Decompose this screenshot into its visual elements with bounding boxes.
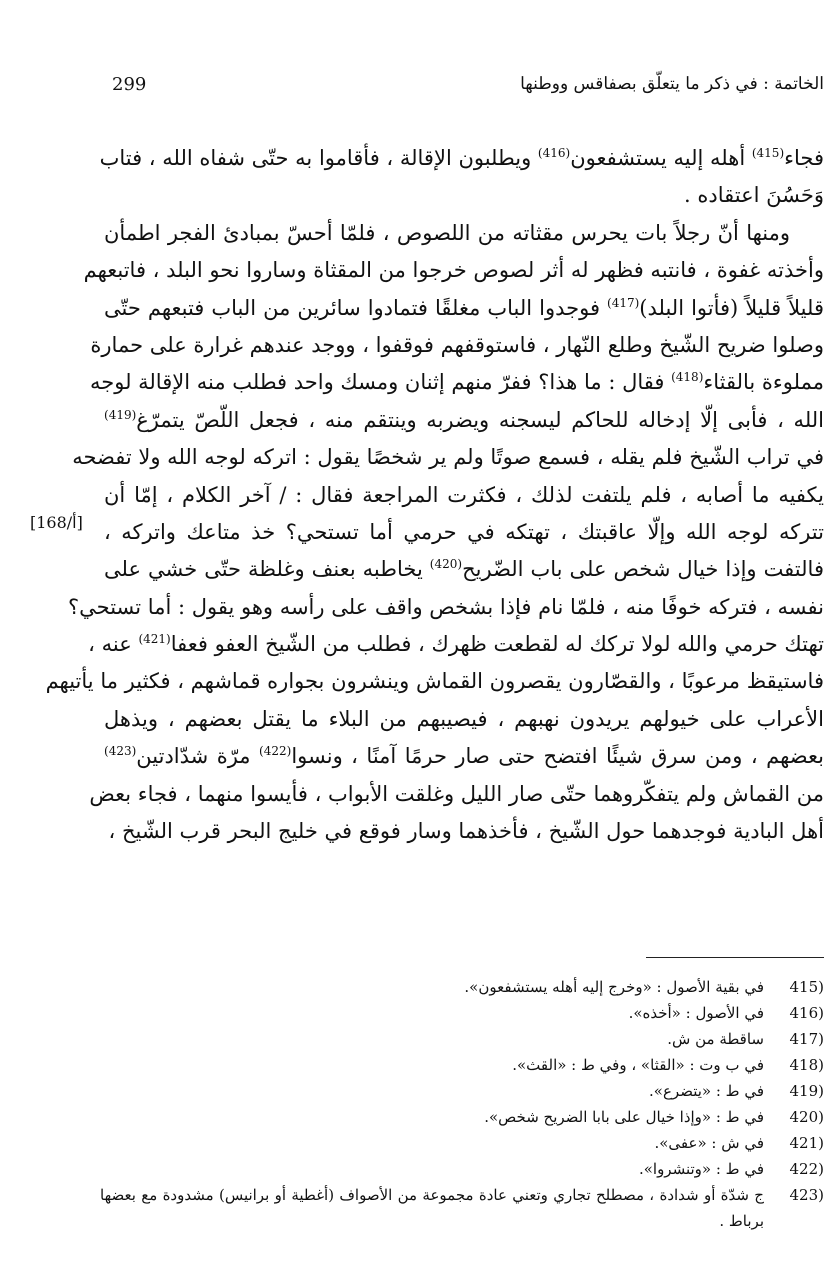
text-line — [72, 439, 824, 476]
footnote-text: في بقية الأصول : «وخرج إليه أهله يستشفعون». — [464, 978, 764, 996]
footnote-item — [100, 1078, 824, 1104]
text-run: فجاء — [784, 146, 824, 170]
text-run: تهتك حرمي والله لولا تركك له لقطعت ظهرك ، فطلب من الشّيخ العفو فعفا — [170, 632, 824, 657]
footnote-number: 419) — [789, 1082, 824, 1100]
text-line — [89, 364, 824, 401]
footnote-reference: (423) — [104, 744, 137, 759]
text-line — [68, 589, 824, 626]
footnote-text: ج شدّة أو شدادة ، مصطلح تجاري وتعني عادة مجموعة من الأصواف (أغطية أو برانيس) مشدودة مع بعضها برباط . — [100, 1186, 764, 1230]
text-run: ويطلبون الإقالة ، فأقاموا به حتّى شفاه الله ، فتاب — [99, 146, 538, 170]
text-run: من القماش ولم يتفكّروهما حتّى صار الليل وغلقت الأبواب ، فأيسوا منهما ، فجاء بعض — [89, 781, 824, 806]
text-line — [88, 626, 824, 663]
footnote-reference: (420) — [429, 557, 463, 572]
text-run: وصلوا ضريح الشّيخ وطلع النّهار ، فاستوقفهم فوقفوا ، ووجد عندهم غرارة على حمارة — [90, 332, 824, 357]
footnote-reference: (415) — [751, 146, 785, 160]
footnote-number: 416) — [789, 1004, 824, 1022]
text-line — [104, 738, 824, 775]
text-line — [104, 551, 824, 588]
footnote-number: 420) — [789, 1108, 824, 1126]
footnote-number: 417) — [789, 1030, 824, 1048]
footnote-item — [100, 1182, 824, 1234]
footnote-item — [100, 1000, 824, 1026]
footnote-reference: (417) — [607, 295, 640, 310]
footnote-text: في ش : «عفى». — [654, 1134, 764, 1152]
text-line — [89, 776, 824, 813]
footnotes — [100, 974, 824, 1234]
text-run: فوجدوا الباب مغلقًا فتمادوا سائرين من الباب فتبعهم حتّى — [104, 295, 608, 320]
footnote-text: ساقطة من ش. — [667, 1030, 764, 1048]
text-run: عنه ، — [88, 632, 139, 657]
text-run: أهل البادية فوجدهما حول الشّيخ ، فأخذهما وسار فوقع في خليج البحر قرب الشّيخ ، — [108, 819, 824, 844]
text-run: بعضهم ، ومن سرق شيئًا افتضح حتى صار حرمًا آمنًا ، ونسوا — [291, 744, 824, 769]
text-line — [83, 252, 824, 289]
footnote-text: في الأصول : «أخذه». — [628, 1004, 764, 1022]
text-run: ومنها أنّ رجلاً بات يحرس مقثاته من اللصوص ، فلمّا أحسّ بمبادئ الفجر اطمأن — [104, 220, 790, 245]
text-run: مرّة شدّادتين — [136, 744, 260, 769]
text-line — [104, 813, 824, 850]
footnote-text: في ط : «وإذا خيال على بابا الضريح شخص». — [484, 1108, 764, 1126]
footnote-text: في ط : «يتضرع». — [649, 1082, 764, 1100]
footnote-number: 421) — [789, 1134, 824, 1152]
footnote-number: 422) — [789, 1160, 824, 1178]
footnote-item — [100, 1130, 824, 1156]
text-run: يكفيه ما أصابه ، فلم يلتفت لذلك ، فكثرت المراجعة فقال : / آخر الكلام ، إمّا أن — [104, 482, 824, 507]
text-run: قليلاً قليلاً (فأتوا البلد) — [639, 295, 824, 320]
page-header — [112, 74, 824, 104]
text-run: الأعراب على خيولهم يريدون نهبهم ، فيصيبهم من البلاء ما يقتل بعضهم ، ويذهل — [104, 706, 824, 731]
footnote-reference: (418) — [671, 370, 704, 385]
text-run: فاستيقظ مرعوبًا ، والقصّارون يقصرون القماش وينشرون بجواره قماشهم ، فكثير ما يأتيهم — [45, 669, 824, 694]
running-title: الخاتمة : في ذكر ما يتعلّق بصفاقس ووطنها — [520, 74, 824, 94]
text-line — [104, 701, 824, 738]
footnote-text: في ط : «وتنشروا». — [638, 1160, 764, 1178]
text-line — [104, 177, 824, 214]
footnote-item — [100, 1026, 824, 1052]
footnote-number: 423) — [789, 1186, 824, 1204]
footnote-item — [100, 1104, 824, 1130]
footnote-separator — [646, 957, 824, 958]
footnote-item — [100, 1052, 824, 1078]
text-run: فقال : ما هذا؟ ففرّ منهم إثنان ومسك واحد فطلب منه الإقالة لوجه — [89, 370, 672, 395]
text-run: يخاطبه بعنف وغلظة حتّى خشي على — [104, 557, 430, 582]
footnote-reference: (421) — [138, 632, 171, 647]
text-line — [104, 514, 824, 551]
text-line — [104, 477, 824, 514]
text-run: نفسه ، فتركه خوفًا منه ، فلمّا نام فإذا بشخص واقف على رأسه وهو يقول : أما تستحي؟ — [68, 594, 824, 619]
footnote-number: 418) — [789, 1056, 824, 1074]
text-run: تتركه لوجه الله وإلّا عاقبتك ، تهتكه في حرمي أما تستحي؟ خذ متاعك واتركه ، — [104, 519, 824, 544]
page-number: 299 — [112, 74, 147, 95]
text-run: فالتفت وإذا خيال شخص على باب الضّريح — [462, 557, 824, 582]
text-run: وَحَسُنَ اعتقاده . — [684, 183, 824, 208]
text-run: الله ، فأبى إلّا إدخاله للحاكم ليسجنه ويضربه وينتقم منه ، فجعل اللّصّ يتمرّغ — [136, 407, 824, 432]
footnote-item — [100, 974, 824, 1000]
footnote-reference: (419) — [104, 407, 137, 422]
text-run: أهله إليه يستشفعون — [570, 146, 752, 170]
text-run: مملوءة بالقثاء — [703, 370, 824, 395]
footnote-reference: (422) — [259, 744, 292, 759]
text-line — [104, 290, 824, 327]
text-run: في تراب الشّيخ فلم يقله ، فسمع صوتًا ولم ير شخصًا يقول : اتركه لوجه الله ولا تفضحه — [72, 445, 824, 470]
text-line — [45, 663, 824, 700]
text-line — [99, 140, 824, 177]
footnote-item — [100, 1156, 824, 1182]
text-run: وأخذته غفوة ، فانتبه فظهر له أثر لصوص خرجوا من المقثاة وساروا نحو البلد ، فاتبعهم — [83, 258, 824, 283]
manuscript-folio-marker: [168/أ] — [30, 513, 83, 532]
footnote-text: في ب وت : «القثا» ، وفي ط : «القث». — [512, 1056, 764, 1074]
text-line — [104, 215, 824, 252]
text-line — [90, 327, 824, 364]
footnote-number: 415) — [789, 978, 824, 996]
text-line — [104, 402, 824, 439]
footnote-reference: (416) — [537, 146, 571, 160]
